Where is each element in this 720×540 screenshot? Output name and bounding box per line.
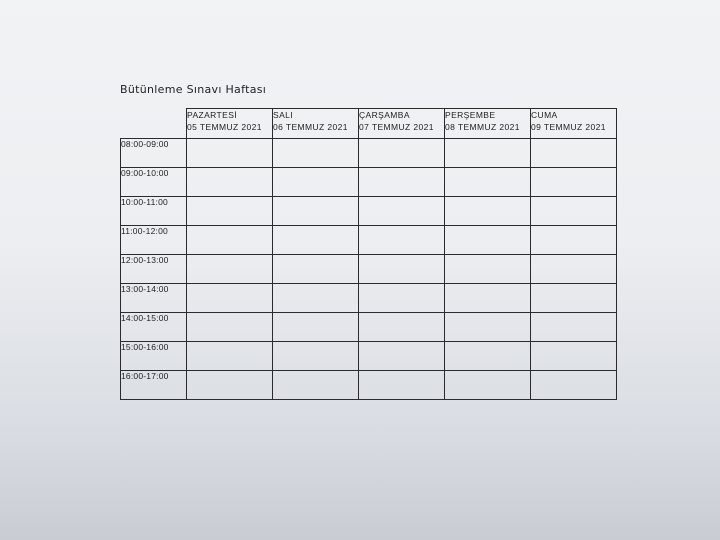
day-name: PERŞEMBE: [445, 110, 496, 120]
time-slot-label: 15:00-16:00: [121, 342, 187, 371]
schedule-cell: [531, 168, 617, 197]
day-date: 05 TEMMUZ 2021: [187, 122, 262, 132]
schedule-cell: [187, 284, 273, 313]
time-slot-label: 08:00-09:00: [121, 139, 187, 168]
schedule-cell: [187, 168, 273, 197]
day-header-tuesday: [273, 109, 359, 139]
day-date: 07 TEMMUZ 2021: [359, 122, 434, 132]
schedule-cell: [187, 197, 273, 226]
schedule-cell: [187, 371, 273, 400]
table-row: [121, 284, 617, 313]
schedule-cell: [531, 197, 617, 226]
schedule-cell: [359, 371, 445, 400]
day-header-wednesday: [359, 109, 445, 139]
table-row: [121, 342, 617, 371]
table-row: [121, 313, 617, 342]
schedule-cell: [273, 139, 359, 168]
schedule-cell: [359, 168, 445, 197]
schedule-cell: [187, 342, 273, 371]
day-name: PAZARTESİ: [187, 110, 238, 120]
schedule-cell: [359, 139, 445, 168]
day-name: SALI: [273, 110, 294, 120]
day-header-friday: [531, 109, 617, 139]
day-date: 08 TEMMUZ 2021: [445, 122, 520, 132]
page-title: Bütünleme Sınavı Haftası: [120, 83, 267, 96]
schedule-cell: [445, 226, 531, 255]
time-slot-label: 12:00-13:00: [121, 255, 187, 284]
time-slot-label: 13:00-14:00: [121, 284, 187, 313]
schedule-cell: [445, 371, 531, 400]
schedule-cell: [531, 226, 617, 255]
schedule-cell: [273, 371, 359, 400]
schedule-cell: [273, 168, 359, 197]
schedule-cell: [359, 284, 445, 313]
schedule-cell: [187, 255, 273, 284]
schedule-cell: [531, 313, 617, 342]
schedule-cell: [187, 226, 273, 255]
time-slot-label: 16:00-17:00: [121, 371, 187, 400]
schedule-cell: [359, 342, 445, 371]
time-slot-label: 09:00-10:00: [121, 168, 187, 197]
corner-cell: [121, 109, 187, 139]
time-slot-label: 10:00-11:00: [121, 197, 187, 226]
schedule-cell: [445, 284, 531, 313]
schedule-cell: [187, 139, 273, 168]
schedule-cell: [531, 342, 617, 371]
table-row: [121, 139, 617, 168]
day-name: CUMA: [531, 110, 558, 120]
schedule-cell: [273, 255, 359, 284]
table-row: [121, 168, 617, 197]
schedule-cell: [359, 313, 445, 342]
schedule-cell: [445, 139, 531, 168]
day-date: 06 TEMMUZ 2021: [273, 122, 348, 132]
schedule-cell: [359, 226, 445, 255]
table-row: [121, 371, 617, 400]
schedule-cell: [445, 197, 531, 226]
schedule-cell: [273, 226, 359, 255]
schedule-cell: [359, 255, 445, 284]
table-row: [121, 255, 617, 284]
schedule-cell: [445, 168, 531, 197]
time-slot-label: 11:00-12:00: [121, 226, 187, 255]
schedule-cell: [531, 371, 617, 400]
schedule-cell: [531, 284, 617, 313]
schedule-cell: [273, 342, 359, 371]
day-header-monday: [187, 109, 273, 139]
day-name: ÇARŞAMBA: [359, 110, 410, 120]
schedule-cell: [445, 342, 531, 371]
schedule-cell: [273, 313, 359, 342]
schedule-cell: [187, 313, 273, 342]
schedule-cell: [531, 139, 617, 168]
schedule-cell: [531, 255, 617, 284]
table-row: [121, 226, 617, 255]
schedule-cell: [273, 284, 359, 313]
schedule-cell: [359, 197, 445, 226]
time-slot-label: 14:00-15:00: [121, 313, 187, 342]
schedule-cell: [445, 255, 531, 284]
day-header-thursday: [445, 109, 531, 139]
schedule-cell: [445, 313, 531, 342]
table-row: [121, 197, 617, 226]
exam-schedule-table: [120, 108, 617, 400]
table-header-row: [121, 109, 617, 139]
day-date: 09 TEMMUZ 2021: [531, 122, 606, 132]
schedule-cell: [273, 197, 359, 226]
